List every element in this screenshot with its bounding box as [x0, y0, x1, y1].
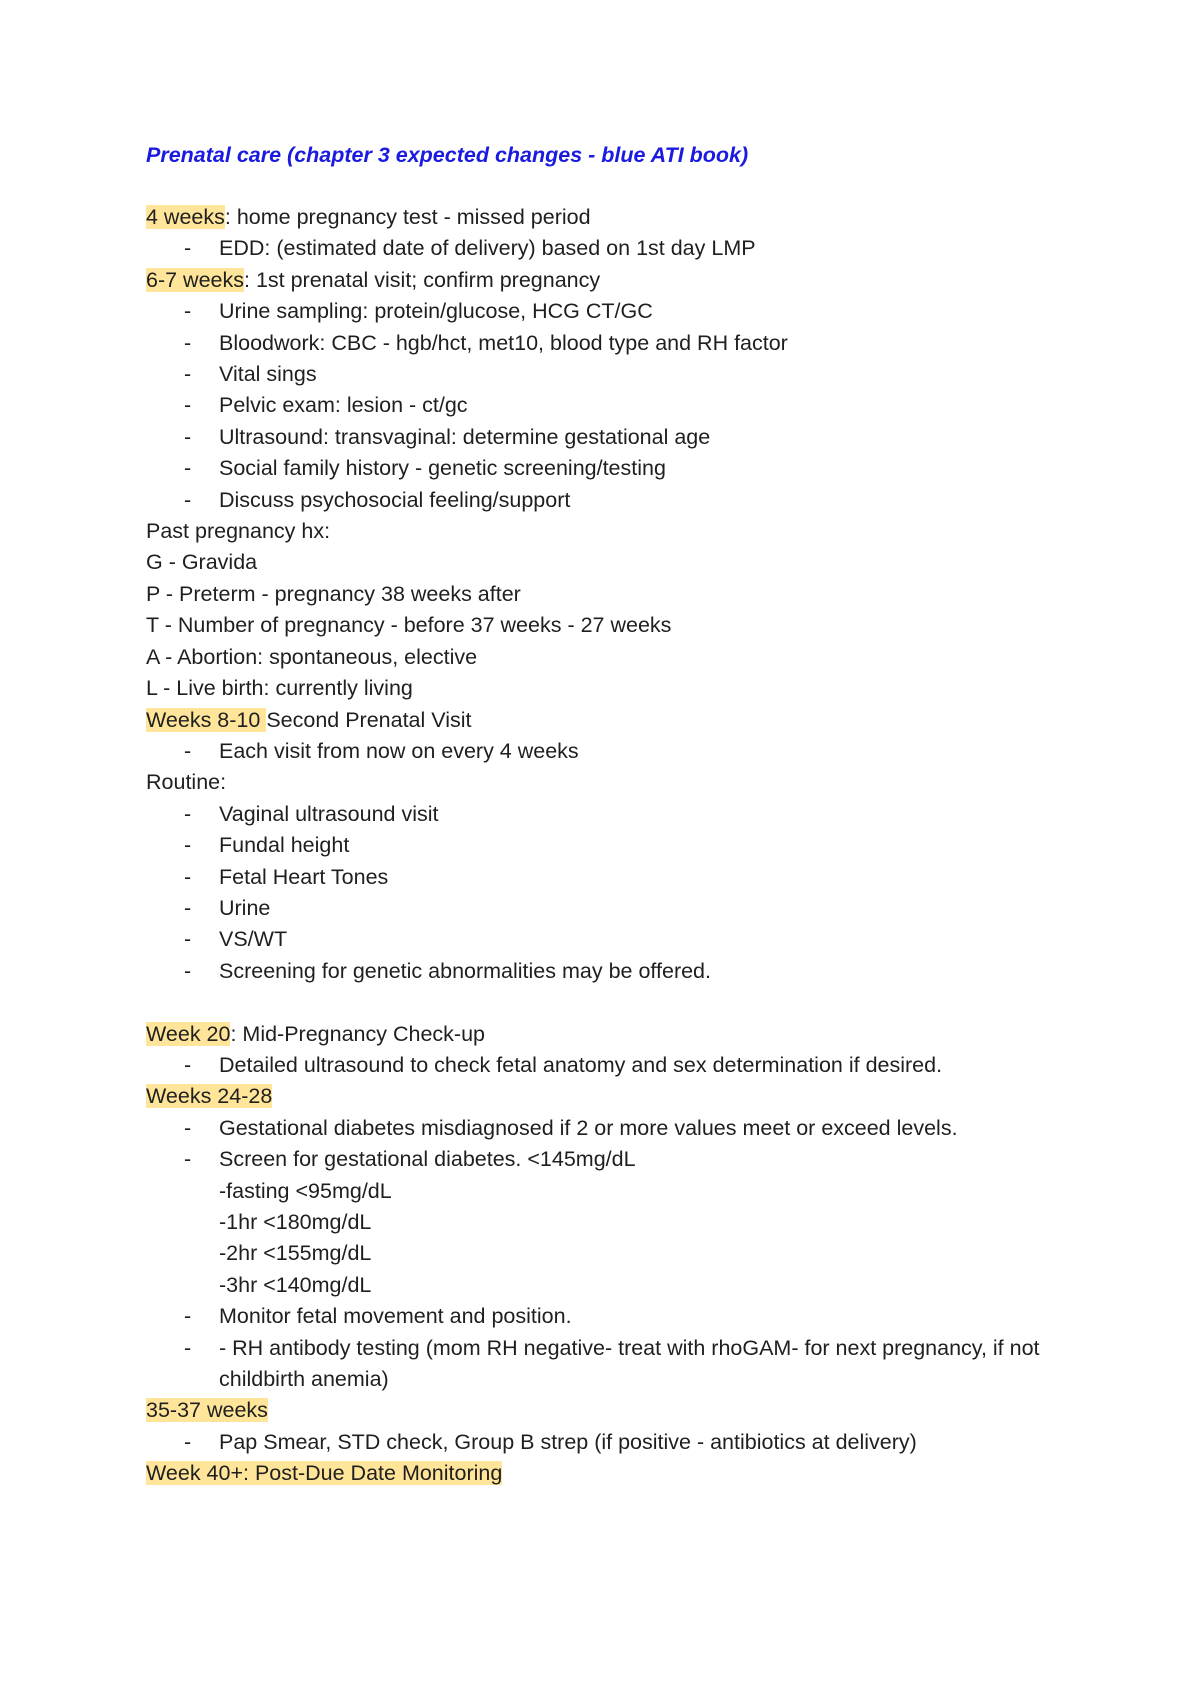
list-item: - EDD: (estimated date of delivery) based on 1st day LMP [184, 236, 756, 261]
list-item: - Gestational diabetes misdiagnosed if 2 or more values meet or exceed levels. [184, 1115, 958, 1140]
list-item: - Discuss psychosocial feeling/support [184, 487, 571, 512]
past-pregnancy-line: T - Number of pregnancy - before 37 weeks - 27 weeks [146, 613, 672, 638]
list-item: - Pelvic exam: lesion - ct/gc [184, 393, 468, 418]
list-item: - Vital sings [184, 362, 317, 387]
section-6-7-weeks: 6-7 weeks: 1st prenatal visit; confirm pregnancy [146, 267, 601, 292]
section-4-weeks: 4 weeks: home pregnancy test - missed period [146, 205, 591, 229]
list-item: - Urine [184, 895, 271, 920]
list-item: - Monitor fetal movement and position. [184, 1304, 572, 1329]
past-pregnancy-line: P - Preterm - pregnancy 38 weeks after [146, 581, 521, 606]
section-week-40 [146, 1458, 1046, 1489]
list-item: - Pap Smear, STD check, Group B strep (if positive - antibiotics at delivery) [184, 1429, 917, 1454]
routine-heading: Routine: [146, 770, 227, 795]
sub-list-item: -fasting <95mg/dL [219, 1178, 392, 1203]
list-item: - VS/WT [184, 927, 288, 952]
list-item: - Social family history - genetic screening/testing [184, 456, 666, 481]
highlight-label: Week 40+: Post-Due Date Monitoring [146, 1461, 503, 1486]
highlight-label: Week 20 [146, 1021, 231, 1046]
page-title: Prenatal care (chapter 3 expected changes - blue ATI book) [146, 143, 749, 167]
list-item: - Fundal height [184, 833, 350, 858]
highlight-label: 4 weeks [146, 205, 225, 229]
past-pregnancy-line: A - Abortion: spontaneous, elective [146, 644, 478, 669]
highlight-label: 35-37 weeks [146, 1398, 268, 1423]
list-item: - Screen for gestational diabetes. <145mg/dL [184, 1147, 636, 1172]
past-pregnancy-heading: Past pregnancy hx: [146, 519, 331, 544]
sub-list-item: -3hr <140mg/dL [219, 1272, 372, 1297]
list-item: - Each visit from now on every 4 weeks [184, 738, 579, 763]
list-item: - - RH antibody testing (mom RH negative- treat with rhoGAM- for next pregnancy, if not childbirth anemia) [184, 1335, 1040, 1392]
blank-line [146, 987, 1046, 1018]
list-item: - Fetal Heart Tones [184, 864, 389, 889]
list-item: - Ultrasound: transvaginal: determine gestational age [184, 424, 711, 449]
section-week-20: Week 20: Mid-Pregnancy Check-up [146, 1021, 485, 1046]
list-item: - Bloodwork: CBC - hgb/hct, met10, blood type and RH factor [184, 330, 788, 355]
section-35-37-weeks [146, 1395, 1046, 1426]
list-item: - Vaginal ultrasound visit [184, 801, 439, 826]
list-item: - Detailed ultrasound to check fetal anatomy and sex determination if desired. [184, 1052, 943, 1077]
highlight-label: Weeks 8-10 [146, 707, 267, 732]
highlight-label: Weeks 24-28 [146, 1084, 273, 1109]
sub-list-item: -2hr <155mg/dL [219, 1241, 372, 1266]
list-item: - Urine sampling: protein/glucose, HCG CT/GC [184, 299, 653, 324]
past-pregnancy-line: G - Gravida [146, 550, 258, 575]
highlight-label: 6-7 weeks [146, 267, 244, 292]
section-weeks-24-28 [146, 1081, 1046, 1112]
document-content [146, 140, 1046, 1490]
sub-list-item: -1hr <180mg/dL [219, 1209, 372, 1234]
section-weeks-8-10: Weeks 8-10 Second Prenatal Visit [146, 707, 472, 732]
past-pregnancy-line: L - Live birth: currently living [146, 676, 413, 701]
list-item: - Screening for genetic abnormalities may be offered. [184, 958, 711, 983]
